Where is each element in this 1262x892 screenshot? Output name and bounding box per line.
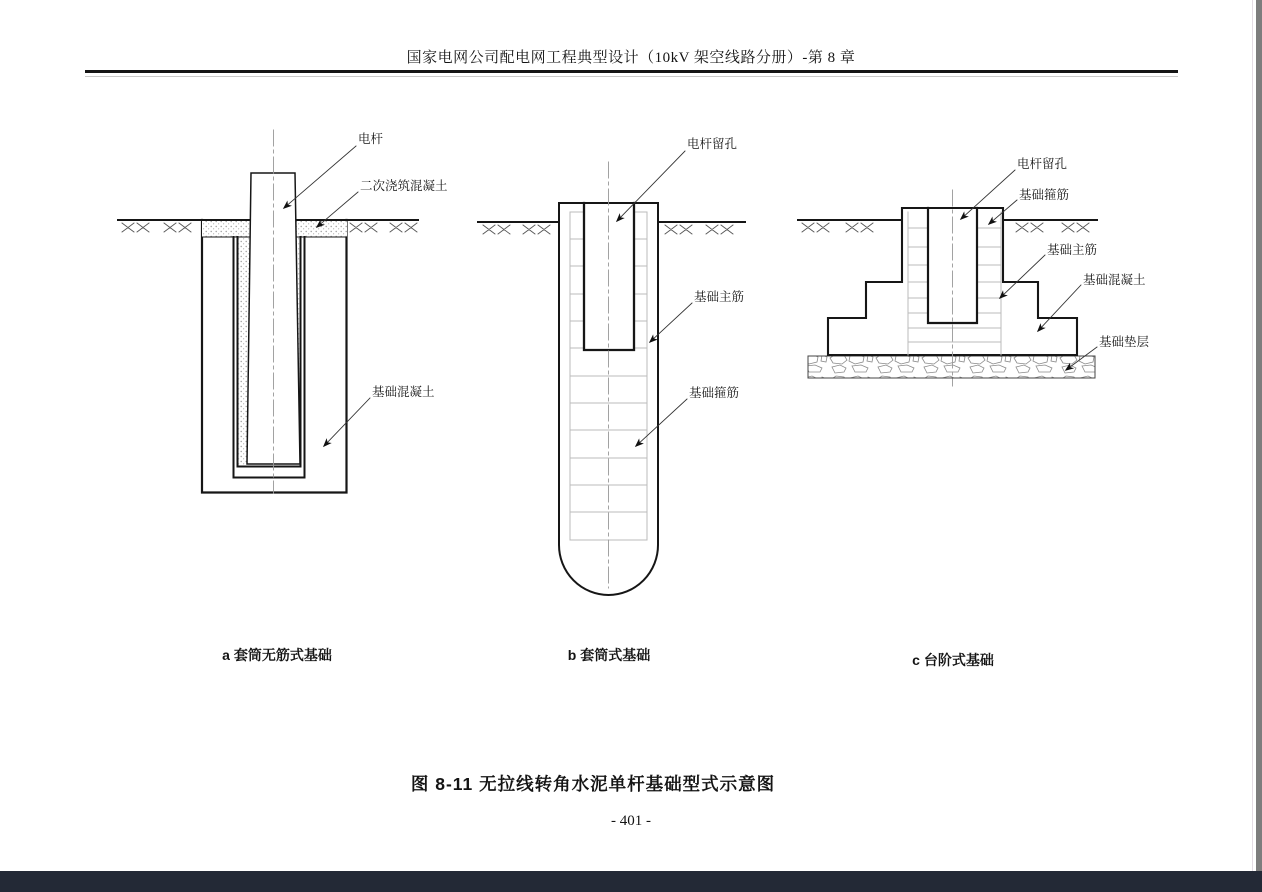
page-edge-line xyxy=(1252,0,1253,871)
caption-a: a 套筒无筋式基础 xyxy=(222,647,332,663)
diagram-b-drawing xyxy=(478,151,745,595)
page-header: 国家电网公司配电网工程典型设计（10kV 架空线路分册）-第 8 章 xyxy=(406,50,856,66)
header-rule-thin xyxy=(85,76,1178,77)
label-b-stirrup: 基础箍筋 xyxy=(689,386,740,400)
diagram-c-drawing xyxy=(798,170,1097,386)
caption-c: c 台阶式基础 xyxy=(912,652,994,668)
page-edge-strip xyxy=(1256,0,1262,871)
label-c-pole-hole: 电杆留孔 xyxy=(1017,157,1068,171)
label-a-secondary-concrete: 二次浇筑混凝土 xyxy=(360,179,448,193)
figure-title: 图 8-11 无拉线转角水泥单杆基础型式示意图 xyxy=(410,774,776,794)
label-a-pole: 电杆 xyxy=(358,132,384,146)
bottom-taskbar xyxy=(0,871,1262,892)
label-c-bedding: 基础垫层 xyxy=(1099,335,1150,349)
label-c-stirrup: 基础箍筋 xyxy=(1019,188,1070,202)
page-number: - 401 - xyxy=(611,813,651,829)
label-a-foundation-concrete: 基础混凝土 xyxy=(372,385,435,399)
caption-b: b 套筒式基础 xyxy=(567,647,651,663)
label-c-foundation-concrete: 基础混凝土 xyxy=(1083,273,1146,287)
label-b-main-rebar: 基础主筋 xyxy=(694,290,745,304)
header-rule xyxy=(85,70,1178,73)
bedding-layer xyxy=(808,356,1095,378)
secondary-pour-band-left xyxy=(202,221,251,237)
label-c-main-rebar: 基础主筋 xyxy=(1047,243,1098,257)
label-b-pole-hole: 电杆留孔 xyxy=(687,137,738,151)
